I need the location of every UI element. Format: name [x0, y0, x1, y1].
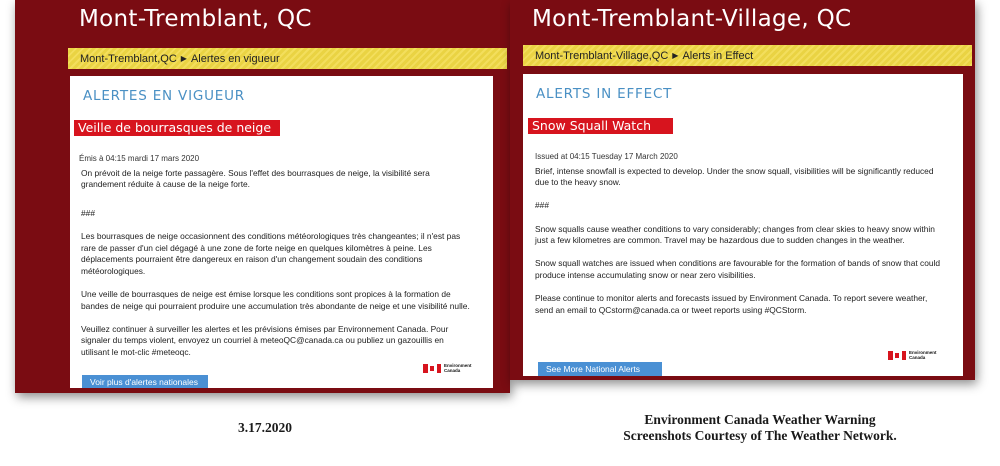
canada-flag-icon: [888, 351, 906, 360]
breadcrumb-place-link[interactable]: Mont-Tremblant-Village,QC: [535, 50, 669, 62]
logo-text-line: Environment: [444, 363, 472, 368]
alert-content-card: [70, 76, 493, 388]
alert-paragraph: Please continue to monitor alerts and forecasts issued by Environment Canada. To report severe weather, send an email to QCstorm@canada.ca or tweet reports using #QCStorm.: [535, 293, 928, 315]
page-title: Mont-Tremblant-Village, QC: [532, 6, 852, 32]
breadcrumb-current: Alertes en vigueur: [190, 53, 280, 65]
alert-body: [79, 153, 473, 370]
alert-paragraph: Les bourrasques de neige occasionnent des conditions météorologiques très changeantes; il n'est pas rare de passer d'un ciel dégagé à une zone de forte neige en quelques kilomètres à peine. Les déplacements pourraient être dangereux en raison d'un changement soudain des conditions météorologiques.: [81, 230, 461, 276]
page-title: Mont-Tremblant, QC: [79, 6, 312, 32]
alert-separator: ###: [535, 200, 549, 211]
alert-body: [535, 151, 947, 328]
alert-paragraph: Snow squalls cause weather conditions to vary considerably; changes from clear skies to heavy snow within just a few kilometres are common. Travel may be hazardous due to sudden changes in the weather.: [535, 223, 935, 246]
alert-type-badge: Veille de bourrasques de neige: [74, 120, 280, 136]
alert-paragraph: Une veille de bourrasques de neige est émise lorsque les conditions sont propices à la formation de bandes de neige qui pourraient produire une accumulation très abondante de neige et une visibilité nulle.: [81, 288, 470, 311]
breadcrumb: [68, 48, 507, 69]
environment-canada-logo: [423, 363, 472, 373]
canada-flag-icon: [423, 364, 441, 373]
issued-timestamp: Émis à 04:15 mardi 17 mars 2020: [79, 154, 200, 163]
screenshot-panel-french: [15, 0, 510, 393]
alert-paragraph: Veuillez continuer à surveiller les alertes et les prévisions émises par Environnement Canada. Pour signaler du temps violent, envoyez un courriel à meteoQC@canada.ca ou publiez un gazouillis en utilisant le mot-clic #meteoqc.: [81, 323, 449, 357]
logo-text-line: Canada: [444, 368, 461, 373]
caption-date: 3.17.2020: [238, 420, 292, 435]
breadcrumb-current: Alerts in Effect: [682, 50, 754, 62]
section-title: ALERTS IN EFFECT: [536, 86, 673, 102]
alert-content-card: [523, 74, 963, 376]
caption-credit-line: Screenshots Courtesy of The Weather Network.: [623, 428, 897, 443]
environment-canada-logo: [888, 350, 937, 360]
breadcrumb-place-link[interactable]: Mont-Tremblant,QC: [80, 53, 177, 65]
alert-paragraph: Snow squall watches are issued when conditions are favourable for the formation of bands of snow that could produce intense accumulating snow or near zero visibilities.: [535, 258, 941, 280]
breadcrumb: [523, 45, 972, 66]
caption-credit-line: Environment Canada Weather Warning: [644, 412, 876, 427]
alert-separator: ###: [81, 207, 95, 218]
section-title: ALERTES EN VIGUEUR: [83, 88, 245, 104]
caption-credit: [590, 412, 930, 444]
alert-type-badge: Snow Squall Watch: [528, 118, 673, 134]
breadcrumb-arrow-icon: ▶: [180, 54, 187, 63]
alert-paragraph: Brief, intense snowfall is expected to develop. Under the snow squall, visibilities will be significantly reduced due to the heavy snow.: [535, 165, 934, 188]
alert-paragraph: On prévoit de la neige forte passagère. Sous l'effet des bourrasques de neige, la visibilité sera grandement réduite à cause de la neige forte.: [81, 167, 430, 190]
issued-timestamp: Issued at 04:15 Tuesday 17 March 2020: [535, 152, 678, 161]
logo-text-line: Environment: [909, 350, 937, 355]
breadcrumb-arrow-icon: ▶: [672, 51, 679, 60]
see-more-alerts-button[interactable]: Voir plus d'alertes nationales: [82, 375, 208, 388]
see-more-alerts-button[interactable]: See More National Alerts: [538, 362, 662, 376]
screenshot-panel-english: [510, 0, 975, 380]
logo-text-line: Canada: [909, 355, 926, 360]
